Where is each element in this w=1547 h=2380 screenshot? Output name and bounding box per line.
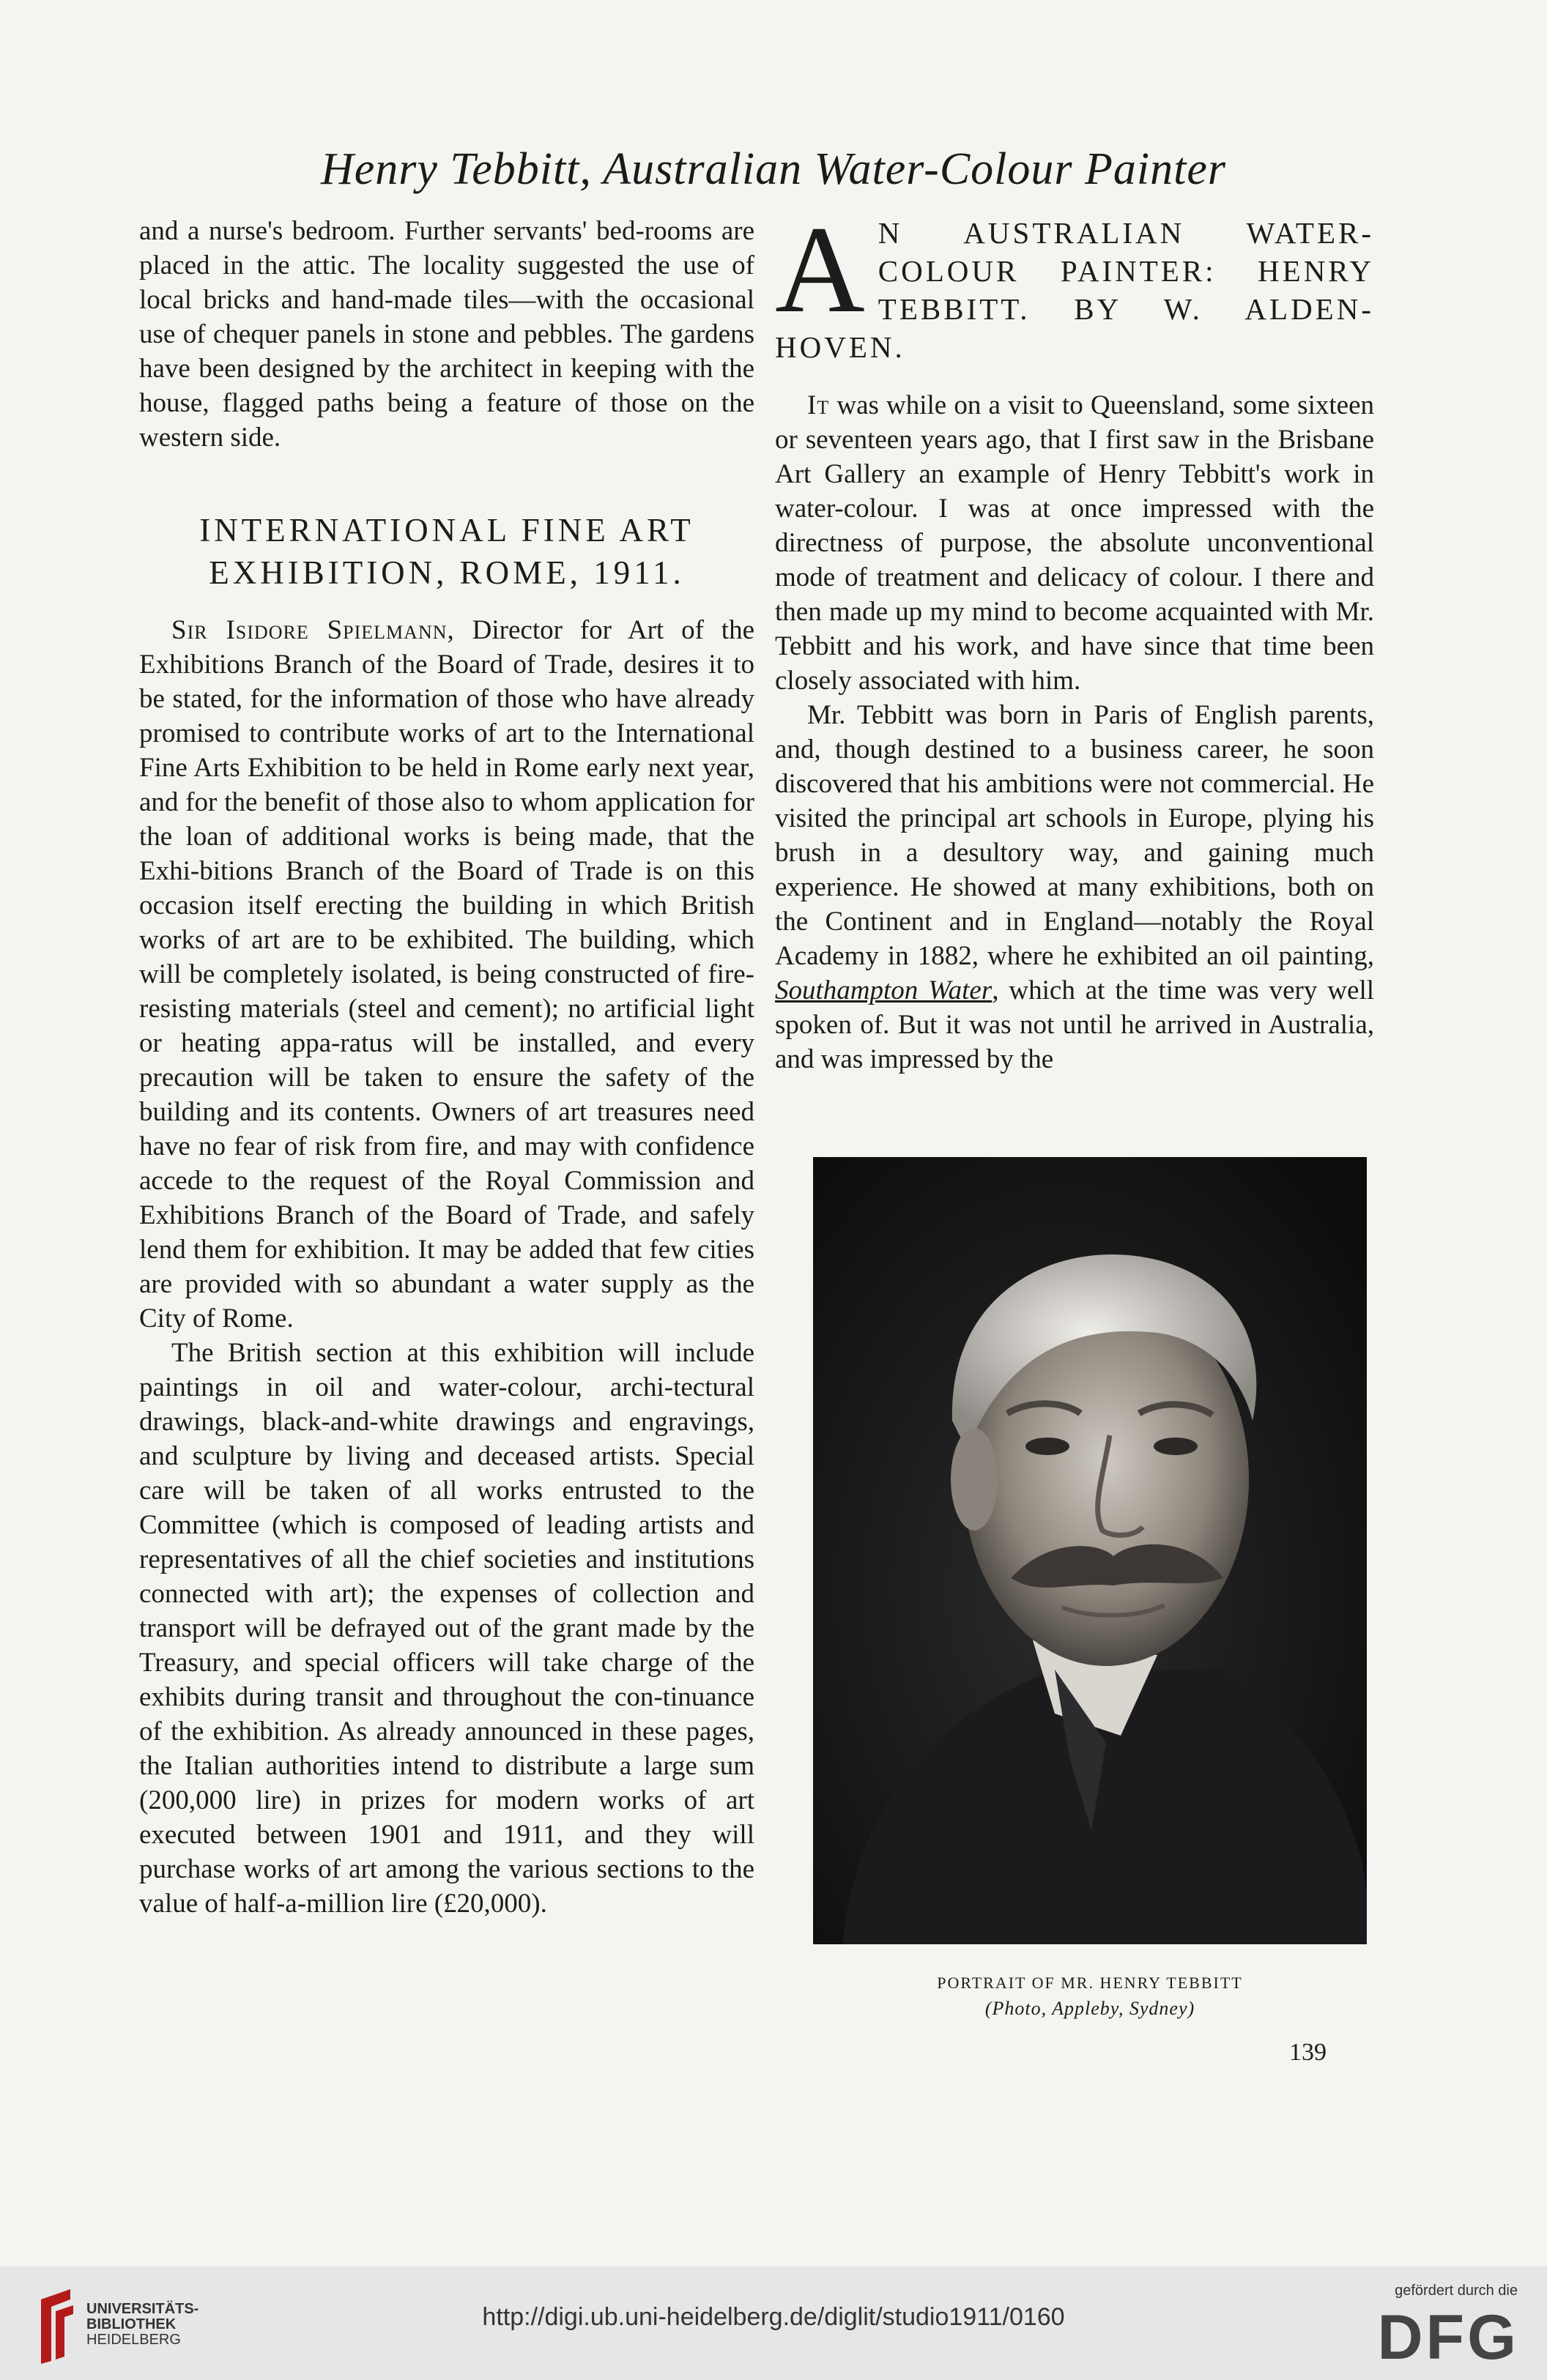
drop-cap: A [775, 201, 868, 338]
funded-by-text: gefördert durch die [1395, 2283, 1518, 2299]
page-number: 139 [1289, 2039, 1327, 2066]
right-paragraph-1-text: was while on a visit to Queensland, some sixteen or seventeen years ago, that I first saw in the Brisbane Art Gallery an example of Henry Tebbitt's work in water-colour. I was at once impressed with the directness of purpose, the absolute unconventional mode of treatment and delicacy of colour. I there and then made up my mind to become acquainted with Mr. Tebbitt and his work, and have since that time been closely associated with him. [775, 390, 1374, 696]
article-title [775, 201, 1374, 366]
section-heading-line-2: EXHIBITION, ROME, 1911. [209, 554, 685, 591]
footer-bar [0, 2266, 1547, 2380]
left-paragraph-3: The British section at this exhibition will include paintings in oil and water-colour, archi-tectural drawings, black-and-white drawings and engravings, and sculpture by living and deceased artists. Special care will be taken of all works entrusted to the Committee (which is composed of leading artists and representatives of all the chief societies and institutions connected with art); the expenses of collection and transport will be defrayed out of the grant made by the Treasury, and special officers will take charge of the exhibits during transit and throughout the con-tinuance of the exhibition. As already announced in these pages, the Italian authorities intend to distribute a large sum (200,000 lire) in prizes for modern works of art executed between 1901 and 1911, and they will purchase works of art among the various sections to the value of half-a-million lire (£20,000). [139, 1338, 754, 1919]
source-url-link[interactable]: http://digi.ub.uni-heidelberg.de/diglit/studio1911/0160 [482, 2303, 1065, 2331]
portrait-illustration [813, 1157, 1367, 1944]
dfg-logo: DFG [1377, 2302, 1519, 2373]
right-paragraph-2-text-b: , which at the time was very well spoken of. But it was not until he arrived in Australia, and was impressed by the [775, 975, 1374, 1074]
left-paragraph-2 [139, 613, 754, 1336]
library-name-line-3: HEIDELBERG [86, 2332, 181, 2348]
running-head: Henry Tebbitt, Australian Water-Colour Painter [320, 144, 1227, 194]
right-paragraph-2-text-a: Mr. Tebbitt was born in Paris of English parents, and, though destined to a business career, he soon discovered that his ambitions were not commercial. He visited the principal art schools in Europe, plying his brush in a desultory way, and gaining much experience. He showed at many exhibitions, both on the Continent and in England—notably the Royal Academy in 1882, where he exhibited an oil painting, [775, 700, 1374, 971]
section-heading [139, 509, 754, 594]
article-title-text: N AUSTRALIAN WATER-COLOUR PAINTER: HENRY TEBBITT. BY W. ALDEN-HOVEN. [775, 216, 1374, 364]
photo-caption: PORTRAIT OF MR. HENRY TEBBITT [937, 1974, 1243, 1992]
section-heading-line-1: INTERNATIONAL FINE ART [199, 512, 694, 548]
right-paragraph-2 [775, 698, 1374, 1076]
right-paragraph-1 [775, 388, 1374, 698]
author-name-smallcaps: Sir Isidore Spielmann, [171, 615, 455, 645]
left-paragraph-2-text: Director for Art of the Exhibitions Branch of the Board of Trade, desires it to be stated, for the information of those who have already promised to contribute works of art to the International Fine Arts Exhibition to be held in Rome early next year, and for the benefit of those also to whom application for the loan of additional works is being made, that the Exhi-bitions Branch of the Board of Trade is on this occasion itself erecting the building in which British works of art are to be exhibited. The building, which will be completely isolated, is being constructed of fire-resisting materials (steel and cement); no artificial light or heating appa-ratus will be installed, and every precaution will be taken to ensure the safety of the building and its contents. Owners of art treasures need have no fear of risk from fire, and may with confidence accede to the request of the Royal Commission and Exhibitions Branch of the Board of Trade, and safely lend them for exhibition. It may be added that few cities are provided with so abundant a water supply as the City of Rome. [139, 615, 754, 1334]
portrait-photo [813, 1157, 1367, 1944]
photo-credit: (Photo, Appleby, Sydney) [984, 1998, 1195, 2019]
opening-word-smallcaps: It [807, 390, 830, 420]
painting-title: Southampton Water [775, 975, 993, 1005]
right-column [775, 201, 1374, 1076]
library-name-line-2: BIBLIOTHEK [86, 2316, 177, 2332]
left-paragraph-1: and a nurse's bedroom. Further servants' bed-rooms are placed in the attic. The locality suggested the use of local bricks and hand-made tiles—with the occasional use of chequer panels in stone and pebbles. The gardens have been designed by the architect in keeping with the house, flagged paths being a feature of those on the western side. [139, 216, 754, 453]
left-column [139, 214, 754, 1921]
library-name-line-1: UNIVERSITÄTS- [86, 2301, 199, 2317]
